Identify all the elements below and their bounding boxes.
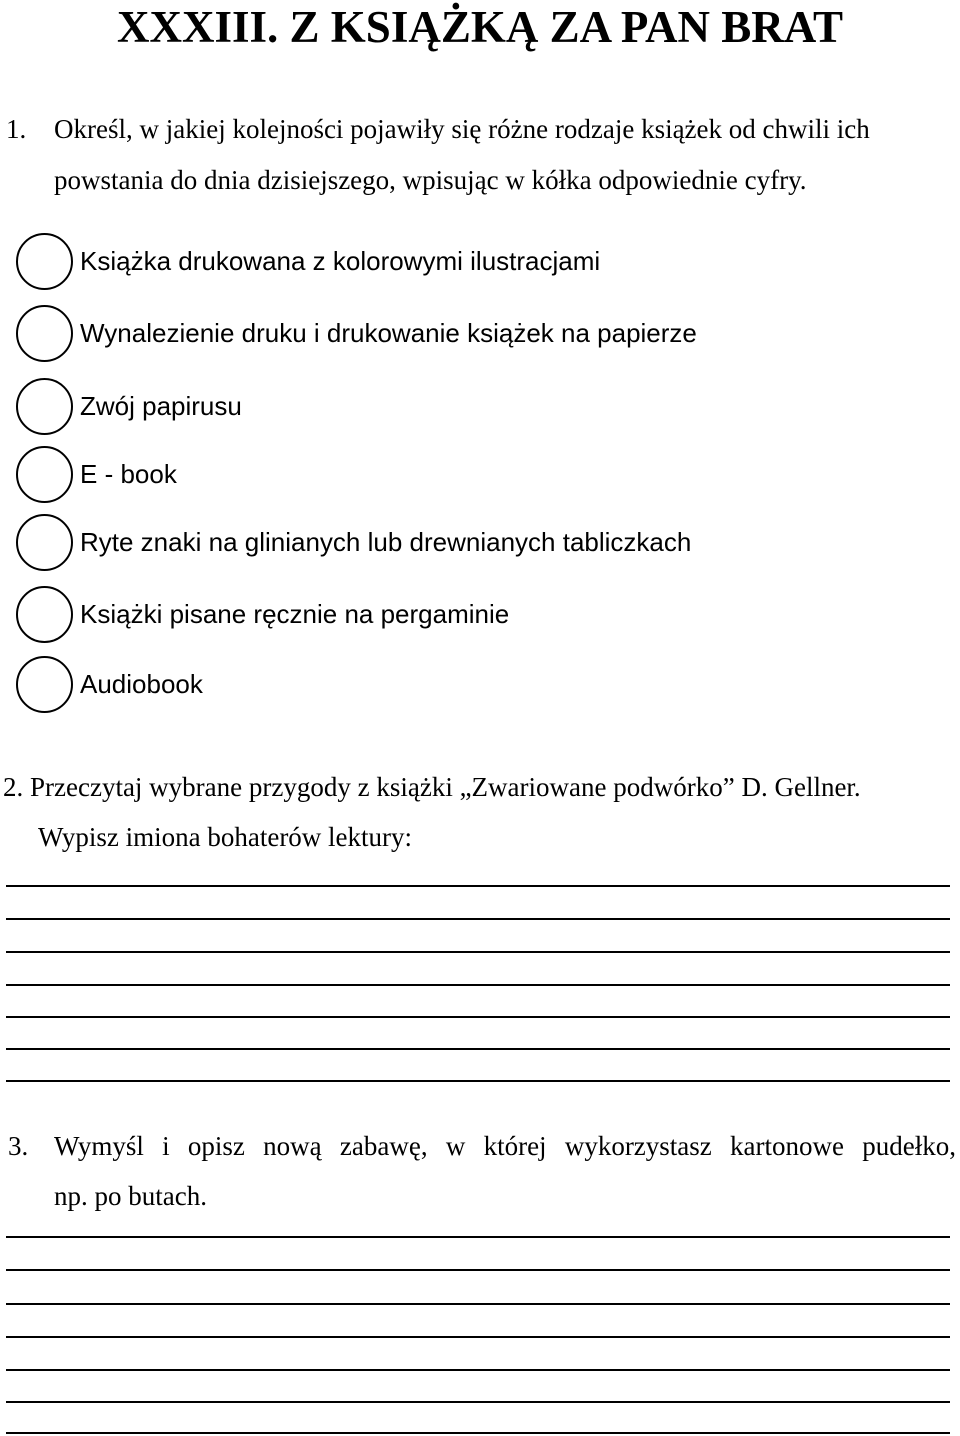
list-item-label: E - book	[80, 459, 177, 489]
task1-instruction-line2: powstania do dnia dzisiejszego, wpisując w kółka odpowiednie cyfry.	[54, 165, 807, 195]
list-item-label: Książki pisane ręcznie na pergaminie	[80, 599, 510, 629]
list-item-label: Zwój papirusu	[80, 391, 242, 421]
list-item-label: Audiobook	[80, 669, 203, 699]
answer-line[interactable]	[6, 951, 950, 953]
answer-line[interactable]	[6, 1401, 950, 1403]
task2-instruction-line2: Wypisz imiona bohaterów lektury:	[38, 822, 413, 852]
answer-line[interactable]	[6, 885, 950, 887]
answer-circle-6[interactable]	[16, 586, 73, 643]
list-item-label: Wynalezienie druku i drukowanie książek na papierze	[80, 318, 697, 348]
answer-circle-5[interactable]	[16, 514, 73, 571]
answer-line[interactable]	[6, 1016, 950, 1018]
task3-number: 3.	[8, 1131, 29, 1161]
answer-line[interactable]	[6, 1236, 950, 1238]
task2-instruction-line1: 2. Przeczytaj wybrane przygody z książki „Zwariowane podwórko” D. Gellner.	[3, 772, 861, 802]
answer-line[interactable]	[6, 1048, 950, 1050]
answer-line[interactable]	[6, 1336, 950, 1338]
task1-instruction-line1: Określ, w jakiej kolejności pojawiły się różne rodzaje książek od chwili ich	[54, 114, 870, 144]
answer-line[interactable]	[6, 1432, 950, 1434]
list-item-label: Książka drukowana z kolorowymi ilustracjami	[80, 246, 601, 276]
answer-line[interactable]	[6, 1369, 950, 1371]
answer-circle-7[interactable]	[16, 656, 73, 713]
answer-circle-2[interactable]	[16, 305, 73, 362]
answer-circle-3[interactable]	[16, 378, 73, 435]
answer-line[interactable]	[6, 918, 950, 920]
answer-line[interactable]	[6, 1269, 950, 1271]
task3-instruction-line1: Wymyśl i opisz nową zabawę, w której wykorzystasz kartonowe pudełko,	[54, 1131, 956, 1161]
list-item-label: Ryte znaki na glinianych lub drewnianych tabliczkach	[80, 527, 692, 557]
answer-circle-4[interactable]	[16, 446, 73, 503]
answer-circle-1[interactable]	[16, 233, 73, 290]
answer-line[interactable]	[6, 1303, 950, 1305]
answer-line[interactable]	[6, 984, 950, 986]
task1-number: 1.	[6, 114, 27, 144]
page-title: XXXIII. Z KSIĄŻKĄ ZA PAN BRAT	[117, 2, 843, 52]
answer-line[interactable]	[6, 1080, 950, 1082]
task3-instruction-line2: np. po butach.	[54, 1181, 207, 1211]
